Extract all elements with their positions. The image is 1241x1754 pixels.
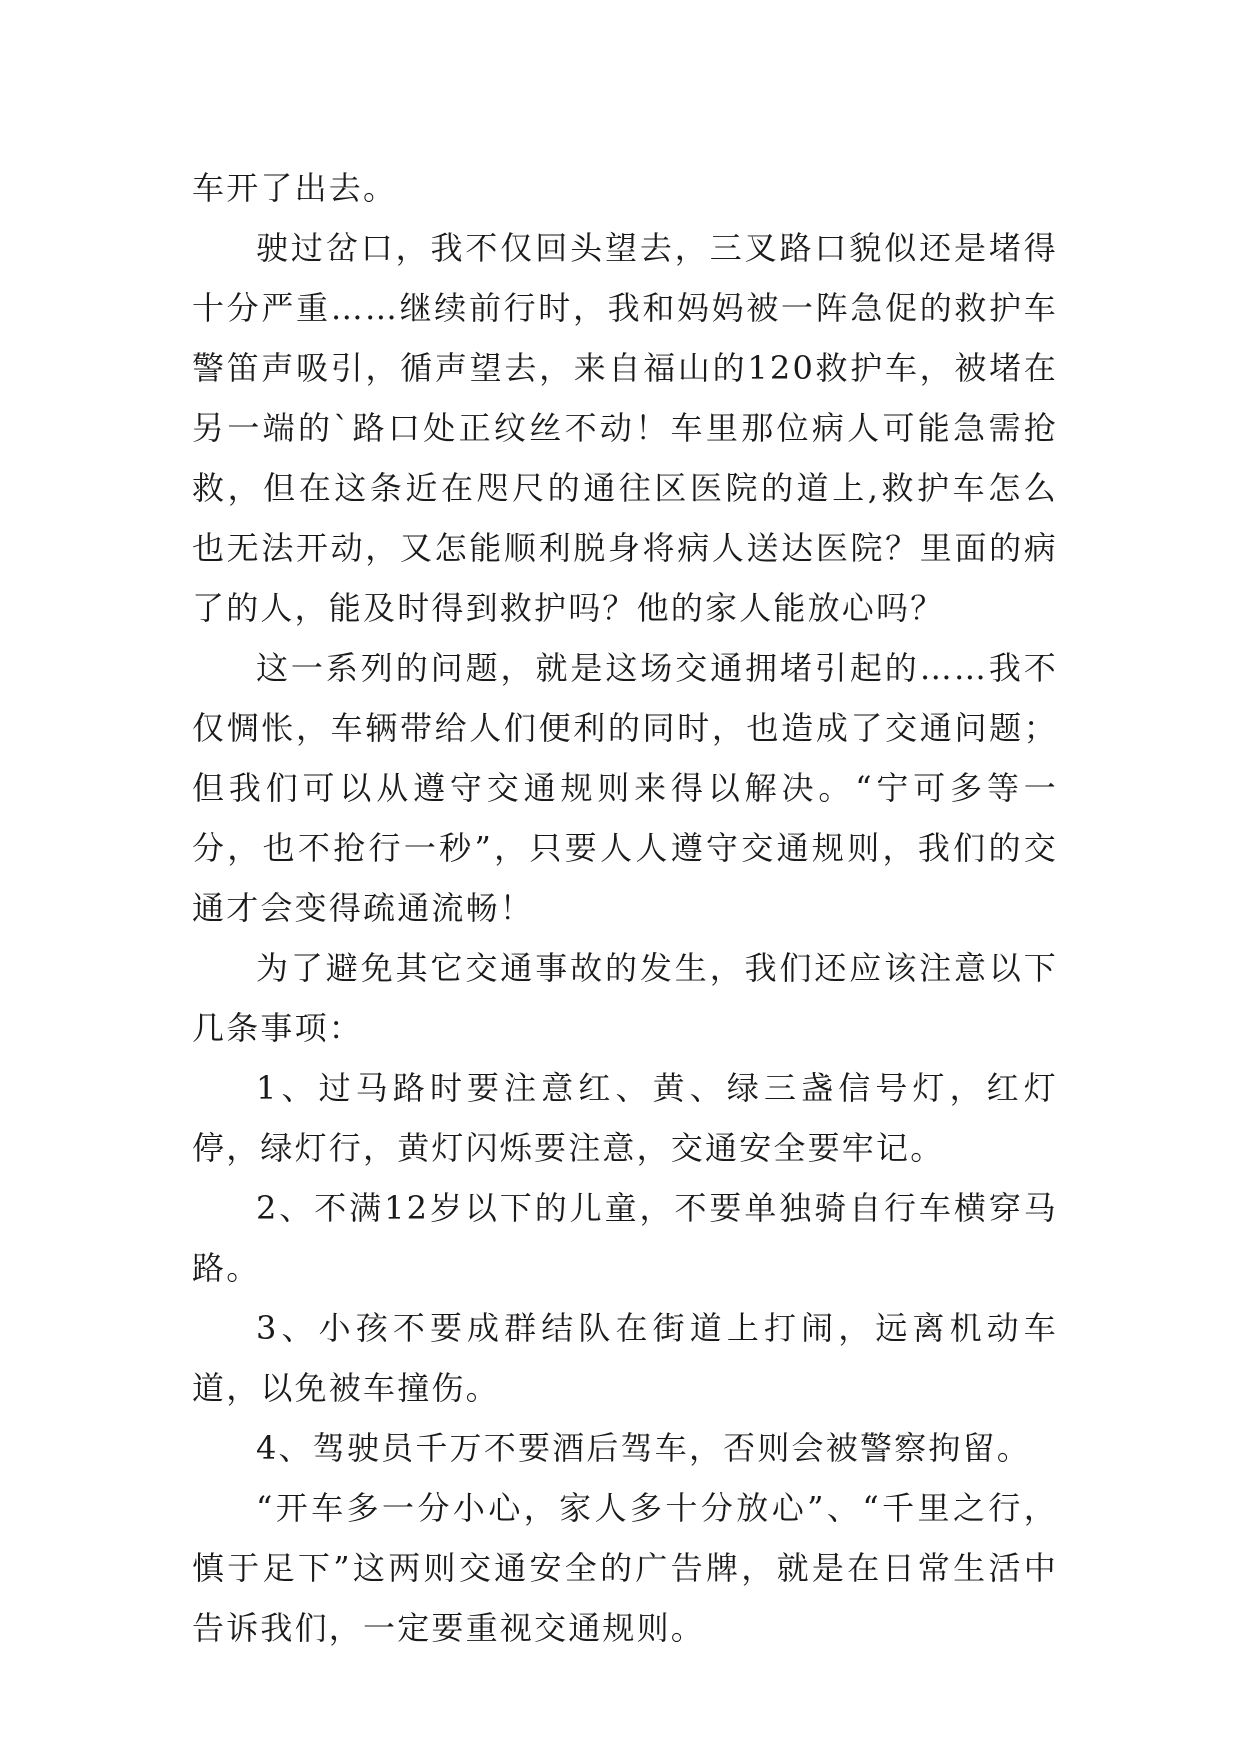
- list-item-4: 4、驾驶员千万不要酒后驾车，否则会被警察拘留。: [256, 1429, 1031, 1467]
- document-page: [192, 158, 1058, 1658]
- paragraph-continuation: 车开了出去。: [192, 169, 398, 207]
- paragraph-reflection: 这一系列的问题，就是这场交通拥堵引起的……我不仅惆怅，车辆带给人们便利的同时，也造成了交通问题；但我们可以从遵守交通规则来得以解决。“宁可多等一分，也不抢行一秒”，只要人人遵守交通规则，我们的交通才会变得疏通流畅！: [192, 649, 1058, 927]
- list-item-2: 2、不满12岁以下的儿童，不要单独骑自行车横穿马路。: [192, 1189, 1058, 1287]
- list-item-1: 1、过马路时要注意红、黄、绿三盏信号灯，红灯停，绿灯行，黄灯闪烁要注意，交通安全要牢记。: [192, 1069, 1058, 1167]
- paragraph-intro-list: 为了避免其它交通事故的发生，我们还应该注意以下几条事项：: [192, 949, 1058, 1047]
- paragraph-conclusion: “开车多一分小心，家人多十分放心”、“千里之行，慎于足下”这两则交通安全的广告牌，就是在日常生活中告诉我们，一定要重视交通规则。: [192, 1489, 1058, 1647]
- paragraph-ambulance: 驶过岔口，我不仅回头望去，三叉路口貌似还是堵得十分严重……继续前行时，我和妈妈被一阵急促的救护车警笛声吸引，循声望去，来自福山的120救护车，被堵在另一端的`路口处正纹丝不动！车里那位病人可能急需抢救，但在这条近在咫尺的通往区医院的道上,救护车怎么也无法开动，又怎能顺利脱身将病人送达医院？里面的病了的人，能及时得到救护吗？他的家人能放心吗？: [192, 229, 1058, 627]
- list-item-3: 3、小孩不要成群结队在街道上打闹，远离机动车道，以免被车撞伤。: [192, 1309, 1058, 1407]
